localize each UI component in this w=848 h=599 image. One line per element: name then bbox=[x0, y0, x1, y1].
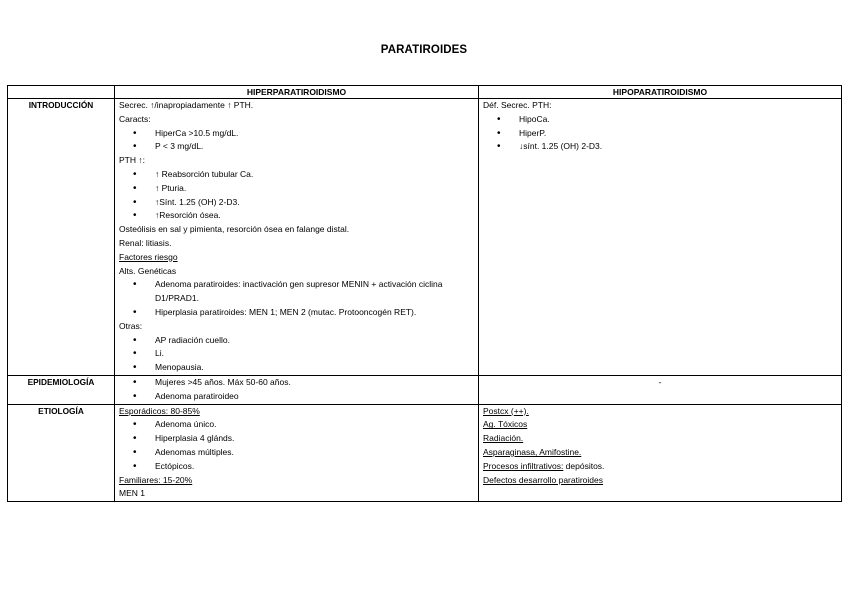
men1-text: MEN 1 bbox=[119, 488, 145, 499]
familiares-heading: Familiares: 15-20% bbox=[119, 474, 193, 485]
postcx-text: Postcx (++). bbox=[483, 405, 529, 416]
list-item: • HipoCa. bbox=[483, 113, 837, 127]
cell-epidemiologia-hipo: - bbox=[479, 375, 842, 404]
procesos-label: Procesos infiltrativos: bbox=[483, 460, 564, 471]
cell-etiologia-hiper bbox=[115, 404, 479, 502]
page-title: PARATIROIDES bbox=[380, 44, 468, 56]
asparaginasa-text: Asparaginasa, Amifostine. bbox=[483, 446, 582, 457]
row-label-introduccion: INTRODUCCIÓN bbox=[8, 99, 115, 376]
cell-etiologia-hipo bbox=[479, 404, 842, 502]
list-item: • Adenoma paratiroides: inactivación gen supresor MENIN + activación ciclina D1/PRAD1. bbox=[119, 278, 474, 306]
list-item: • Mujeres >45 años. Máx 50-60 años. bbox=[119, 376, 474, 390]
row-etiologia bbox=[8, 404, 842, 502]
list-item: • ↑Sínt. 1.25 (OH) 2-D3. bbox=[119, 196, 474, 210]
list-item: • ↑Resorción ósea. bbox=[119, 209, 474, 223]
list-item: • Adenoma paratiroideo bbox=[119, 390, 474, 404]
header-hipoparatiroidismo: HIPOPARATIROIDISMO bbox=[479, 86, 842, 99]
pth-heading: PTH ↑: bbox=[119, 155, 145, 166]
list-item: • Menopausia. bbox=[119, 361, 474, 375]
procesos-value: depósitos. bbox=[563, 460, 605, 471]
row-label-epidemiologia: EPIDEMIOLOGÍA bbox=[8, 375, 115, 404]
list-item: • P < 3 mg/dL. bbox=[119, 140, 474, 154]
row-label-etiologia: ETIOLOGÍA bbox=[8, 404, 115, 502]
list-item: • Ectópicos. bbox=[119, 460, 474, 474]
row-epidemiologia bbox=[8, 375, 842, 404]
list-item: • HiperP. bbox=[483, 127, 837, 141]
defectos-text: Defectos desarrollo paratiroides bbox=[483, 474, 604, 485]
ag-toxicos-text: Ag. Tóxicos bbox=[483, 419, 528, 430]
cell-introduccion-hipo bbox=[479, 99, 842, 376]
radiacion-text: Radiación. bbox=[483, 433, 524, 444]
osteolisis-text: Osteólisis en sal y pimienta, resorción ósea en falange distal. bbox=[119, 224, 350, 235]
esporadicos-heading: Esporádicos: 80-85% bbox=[119, 405, 200, 416]
cell-introduccion-hiper bbox=[115, 99, 479, 376]
cell-epidemiologia-hiper bbox=[115, 375, 479, 404]
list-item: • Hiperplasia 4 glánds. bbox=[119, 432, 474, 446]
list-item: • AP radiación cuello. bbox=[119, 334, 474, 348]
list-item: • ↑ Reabsorción tubular Ca. bbox=[119, 168, 474, 182]
list-item: • Hiperplasia paratiroides: MEN 1; MEN 2 (mutac. Protooncogén RET). bbox=[119, 306, 474, 320]
secrec-text: Secrec. ↑/inapropiadamente ↑ PTH. bbox=[119, 100, 254, 110]
paratiroides-table bbox=[7, 85, 842, 502]
def-secrec-heading: Déf. Secrec. PTH: bbox=[483, 100, 552, 110]
list-item: • ↓sínt. 1.25 (OH) 2-D3. bbox=[483, 140, 837, 154]
list-item: • ↑ Pturia. bbox=[119, 182, 474, 196]
list-item: • HiperCa >10.5 mg/dL. bbox=[119, 127, 474, 141]
renal-text: Renal: litiasis. bbox=[119, 237, 172, 248]
caracts-heading: Caracts: bbox=[119, 113, 151, 124]
list-item: • Adenomas múltiples. bbox=[119, 446, 474, 460]
list-item: • Li. bbox=[119, 347, 474, 361]
procesos-line bbox=[483, 460, 837, 474]
header-row bbox=[8, 86, 842, 99]
header-empty-cell bbox=[8, 86, 115, 99]
otras-heading: Otras: bbox=[119, 320, 143, 331]
header-hiperparatiroidismo: HIPERPARATIROIDISMO bbox=[115, 86, 479, 99]
row-introduccion bbox=[8, 99, 842, 376]
list-item: • Adenoma único. bbox=[119, 418, 474, 432]
factores-riesgo-heading: Factores riesgo bbox=[119, 251, 178, 262]
alts-geneticas-heading: Alts. Genéticas bbox=[119, 265, 177, 276]
